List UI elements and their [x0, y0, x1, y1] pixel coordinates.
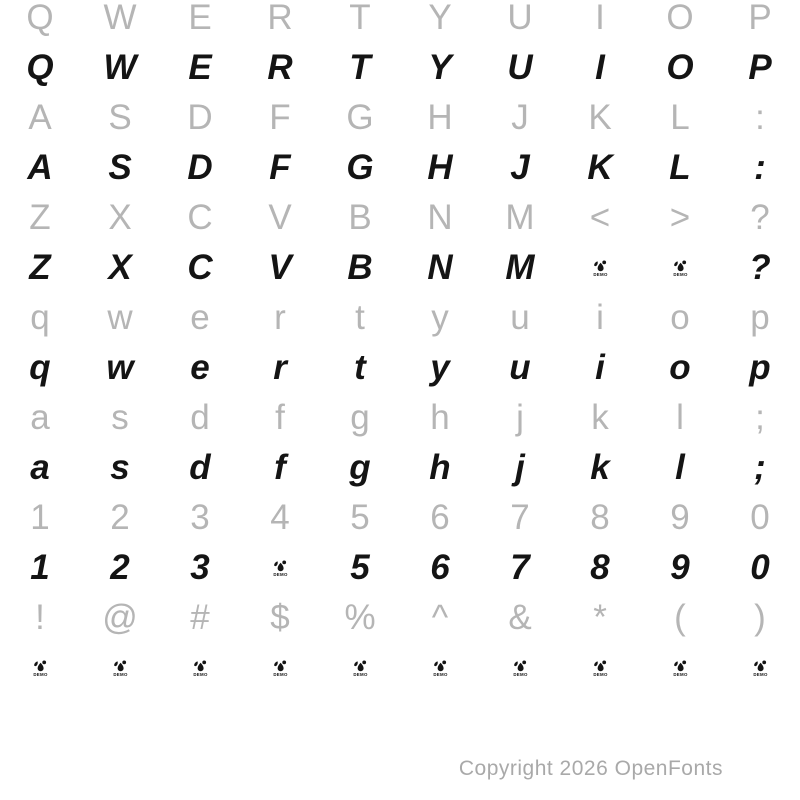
glyph-cell: D	[187, 98, 213, 137]
glyph-cell: 6	[430, 498, 450, 537]
glyph-cell: I	[595, 0, 605, 37]
glyph-cell: o	[670, 298, 690, 337]
demo-glyph-cell	[0, 643, 80, 693]
glyph-row-13-ghost	[0, 593, 800, 643]
glyph-cell: ^	[431, 598, 449, 637]
glyph-cell: 0	[750, 548, 770, 587]
demo-marker-label: DEMO	[592, 671, 608, 677]
glyph-cell: s	[110, 448, 130, 487]
glyph-cell: l	[675, 448, 685, 487]
glyph-cell: k	[590, 448, 610, 487]
glyph-cell: L	[669, 148, 691, 187]
glyph-cell: T	[349, 48, 371, 87]
glyph-cell: H	[427, 148, 453, 187]
glyph-cell: l	[676, 398, 684, 437]
glyph-cell: D	[187, 148, 213, 187]
demo-fleuron-icon	[672, 659, 689, 678]
demo-fleuron-icon	[272, 659, 289, 678]
demo-marker-label: DEMO	[512, 671, 528, 677]
glyph-cell: $	[270, 598, 290, 637]
glyph-cell: f	[275, 398, 285, 437]
glyph-cell: *	[593, 598, 607, 637]
demo-marker-label: DEMO	[432, 671, 448, 677]
glyph-cell: w	[106, 348, 134, 387]
glyph-cell: P	[748, 0, 772, 37]
glyph-cell: Y	[428, 0, 452, 37]
glyph-row-14-solid	[0, 643, 800, 693]
glyph-cell: k	[591, 398, 609, 437]
glyph-cell: <	[589, 198, 611, 237]
demo-glyph-cell	[640, 243, 720, 293]
glyph-row-12-solid	[0, 543, 800, 593]
demo-marker-label: DEMO	[672, 671, 688, 677]
glyph-row-6-solid	[0, 243, 800, 293]
glyph-cell: p	[750, 298, 770, 337]
glyph-cell: E	[188, 48, 212, 87]
glyph-cell: 1	[30, 498, 50, 537]
demo-marker-label: DEMO	[352, 671, 368, 677]
glyph-cell: a	[30, 398, 50, 437]
glyph-cell: K	[588, 98, 612, 137]
glyph-cell: F	[269, 148, 291, 187]
glyph-cell: 4	[270, 498, 290, 537]
glyph-cell: 7	[510, 498, 530, 537]
glyph-cell: M	[505, 198, 535, 237]
glyph-cell: W	[103, 0, 137, 37]
glyph-cell: T	[349, 0, 371, 37]
glyph-cell: u	[510, 298, 530, 337]
demo-glyph-cell	[80, 643, 160, 693]
glyph-cell: 5	[350, 498, 370, 537]
glyph-cell: %	[344, 598, 376, 637]
glyph-cell: Z	[29, 198, 51, 237]
glyph-cell: 2	[110, 548, 130, 587]
glyph-cell: e	[190, 348, 210, 387]
glyph-cell: t	[355, 298, 365, 337]
glyph-cell: I	[595, 48, 605, 87]
glyph-cell: i	[595, 348, 605, 387]
demo-fleuron-icon	[192, 659, 209, 678]
demo-fleuron-icon	[512, 659, 529, 678]
demo-glyph-cell	[320, 643, 400, 693]
demo-marker-label: DEMO	[192, 671, 208, 677]
glyph-cell: A	[28, 98, 52, 137]
glyph-cell: h	[430, 398, 450, 437]
glyph-cell: >	[669, 198, 691, 237]
glyph-cell: j	[516, 398, 524, 437]
glyph-cell: Q	[26, 0, 54, 37]
demo-fleuron-icon	[592, 259, 609, 278]
glyph-cell: &	[508, 598, 532, 637]
glyph-cell: q	[30, 298, 50, 337]
glyph-cell: O	[666, 0, 694, 37]
glyph-cell: ?	[750, 198, 770, 237]
glyph-cell: #	[190, 598, 210, 637]
glyph-cell: e	[190, 298, 210, 337]
glyph-cell: J	[510, 148, 530, 187]
glyph-cell: 3	[190, 548, 210, 587]
glyph-row-2-solid	[0, 43, 800, 93]
glyph-cell: r	[274, 298, 286, 337]
glyph-cell: M	[505, 248, 535, 287]
demo-marker-label: DEMO	[112, 671, 128, 677]
glyph-cell: S	[108, 98, 132, 137]
glyph-cell: u	[509, 348, 531, 387]
glyph-cell: d	[190, 398, 210, 437]
glyph-cell: R	[267, 48, 293, 87]
demo-fleuron-icon	[752, 659, 769, 678]
demo-glyph-cell	[640, 643, 720, 693]
glyph-cell: g	[349, 448, 371, 487]
glyph-cell: W	[103, 48, 137, 87]
glyph-cell: Y	[428, 48, 452, 87]
glyph-cell: :	[755, 98, 765, 137]
glyph-cell: r	[273, 348, 287, 387]
glyph-cell: Q	[26, 48, 54, 87]
demo-marker-label: DEMO	[592, 271, 608, 277]
glyph-cell: 8	[590, 548, 610, 587]
demo-marker-label: DEMO	[32, 671, 48, 677]
glyph-cell: g	[350, 398, 370, 437]
glyph-row-9-ghost	[0, 393, 800, 443]
glyph-cell: j	[515, 448, 525, 487]
glyph-cell: i	[596, 298, 604, 337]
glyph-cell: P	[748, 48, 772, 87]
glyph-cell: (	[674, 598, 686, 637]
copyright-text: Copyright 2026 OpenFonts	[458, 757, 723, 780]
demo-glyph-cell	[160, 643, 240, 693]
glyph-cell: d	[189, 448, 211, 487]
glyph-cell: 5	[350, 548, 370, 587]
glyph-cell: )	[754, 598, 766, 637]
glyph-row-7-ghost	[0, 293, 800, 343]
glyph-cell: ?	[749, 248, 771, 287]
glyph-cell: G	[346, 148, 374, 187]
demo-fleuron-icon	[592, 659, 609, 678]
demo-glyph-cell	[240, 643, 320, 693]
glyph-cell: S	[108, 148, 132, 187]
glyph-cell: w	[107, 298, 133, 337]
glyph-cell: J	[511, 98, 529, 137]
glyph-cell: q	[29, 348, 51, 387]
glyph-cell: :	[754, 148, 766, 187]
glyph-cell: U	[507, 48, 533, 87]
glyph-cell: a	[30, 448, 50, 487]
glyph-cell: O	[666, 48, 694, 87]
glyph-row-5-ghost	[0, 193, 800, 243]
demo-marker-label: DEMO	[672, 271, 688, 277]
glyph-cell: H	[427, 98, 453, 137]
glyph-cell: h	[429, 448, 451, 487]
glyph-cell: F	[269, 98, 291, 137]
glyph-cell: 8	[590, 498, 610, 537]
glyph-cell: f	[274, 448, 286, 487]
glyph-cell: ;	[754, 448, 766, 487]
demo-glyph-cell	[560, 643, 640, 693]
demo-marker-label: DEMO	[272, 571, 288, 577]
glyph-cell: 6	[430, 548, 450, 587]
glyph-cell: p	[749, 348, 771, 387]
glyph-row-8-solid	[0, 343, 800, 393]
glyph-cell: 7	[510, 548, 530, 587]
demo-marker-label: DEMO	[272, 671, 288, 677]
glyph-cell: 3	[190, 498, 210, 537]
glyph-cell: y	[430, 348, 450, 387]
glyph-row-4-solid	[0, 143, 800, 193]
glyph-cell: Z	[29, 248, 51, 287]
demo-fleuron-icon	[672, 259, 689, 278]
glyph-cell: L	[670, 98, 690, 137]
glyph-cell: N	[427, 198, 453, 237]
glyph-cell: V	[268, 248, 292, 287]
glyph-cell: y	[431, 298, 449, 337]
glyph-cell: B	[347, 248, 373, 287]
demo-fleuron-icon	[432, 659, 449, 678]
glyph-cell: R	[267, 0, 293, 37]
demo-glyph-cell	[240, 543, 320, 593]
glyph-cell: 9	[670, 498, 690, 537]
glyph-cell: @	[102, 598, 138, 637]
demo-glyph-cell	[400, 643, 480, 693]
glyph-row-1-ghost	[0, 0, 800, 43]
glyph-cell: !	[35, 598, 45, 637]
demo-fleuron-icon	[112, 659, 129, 678]
demo-glyph-cell	[560, 243, 640, 293]
glyph-row-11-ghost	[0, 493, 800, 543]
glyph-cell: N	[427, 248, 453, 287]
glyph-row-10-solid	[0, 443, 800, 493]
demo-glyph-cell	[720, 643, 800, 693]
glyph-cell: o	[669, 348, 691, 387]
glyph-cell: ;	[755, 398, 765, 437]
glyph-row-3-ghost	[0, 93, 800, 143]
glyph-cell: X	[108, 248, 132, 287]
glyph-cell: K	[587, 148, 613, 187]
demo-fleuron-icon	[352, 659, 369, 678]
glyph-cell: C	[187, 248, 213, 287]
glyph-cell: G	[346, 98, 374, 137]
glyph-cell: 2	[110, 498, 130, 537]
demo-fleuron-icon	[272, 559, 289, 578]
demo-fleuron-icon	[32, 659, 49, 678]
demo-glyph-cell	[480, 643, 560, 693]
glyph-cell: X	[108, 198, 132, 237]
glyph-cell: s	[111, 398, 129, 437]
demo-marker-label: DEMO	[752, 671, 768, 677]
glyph-cell: 1	[30, 548, 50, 587]
glyph-cell: 9	[670, 548, 690, 587]
glyph-cell: A	[27, 148, 53, 187]
glyph-cell: B	[348, 198, 372, 237]
glyph-cell: C	[187, 198, 213, 237]
glyph-cell: V	[268, 198, 292, 237]
glyph-cell: t	[354, 348, 366, 387]
glyph-cell: 0	[750, 498, 770, 537]
glyph-cell: E	[188, 0, 212, 37]
glyph-cell: U	[507, 0, 533, 37]
